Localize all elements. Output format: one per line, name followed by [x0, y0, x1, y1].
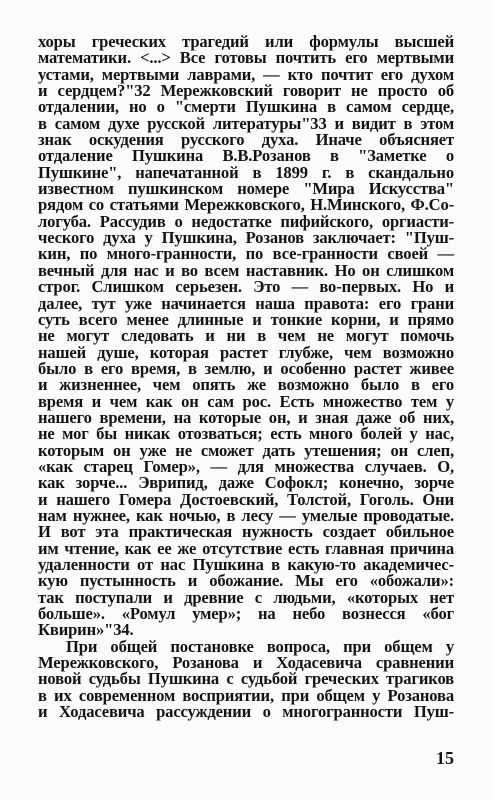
- page-text: [38, 34, 454, 720]
- text-line: не мог бы никак отозваться; есть много болей у нас,: [38, 424, 454, 444]
- text-line: больше». «Ромул умер»; на небо вознесся «бог: [38, 604, 454, 624]
- text-line: отдаление Пушкина В.В.Розанов в "Заметке о: [38, 146, 454, 166]
- text-line: Мережковского, Розанова и Ходасевича сравнении: [38, 653, 454, 673]
- text-line: новой судьбы Пушкина с судьбой греческих трагиков: [38, 669, 454, 689]
- text-line: не могут следовать и ни в чем не могут помочь: [38, 326, 454, 346]
- text-line: рядом со статьями Мережковского, Н.Минского, Ф.Со-: [38, 195, 454, 215]
- text-line: кин, по много-гранности, по все-гранности своей —: [38, 244, 454, 264]
- text-line: и жизненнее, чем опять же возможно было в его: [38, 375, 454, 395]
- text-line: далее, тут уже начинается наша правота: его грани: [38, 293, 454, 313]
- text-line: кую пустынность и обожание. Мы его «обожали»:: [38, 571, 454, 591]
- text-line: знак оскудения русского духа. Иначе объясняет: [38, 130, 454, 150]
- text-line: в их современном восприятии, при общем у Розанова: [38, 685, 454, 705]
- text-line: логуба. Рассудив о недостатке пифийского, оргиасти-: [38, 211, 454, 231]
- text-line: как зорче... Эврипид, даже Софокл; конечно, зорче: [38, 473, 454, 493]
- text-line: нашего времени, на которые он, и зная даже об них,: [38, 407, 454, 427]
- text-line: вечный для нас и во всем наставник. Но он слишком: [38, 260, 454, 280]
- text-line: нам нужнее, как ночью, в лесу — умелые проводатые.: [38, 505, 454, 525]
- text-line: Пушкине", напечатанной в 1899 г. в скандально: [38, 162, 454, 182]
- text-line: было в его время, в землю, и особенно растет живее: [38, 358, 454, 378]
- text-line: время и чем как он сам рос. Есть множество тем у: [38, 391, 454, 411]
- text-line: и Ходасевича рассуждении о многогранности Пуш-: [38, 702, 454, 722]
- text-line: суть всего менее длинные и тонкие корни, и прямо: [38, 309, 454, 329]
- text-line: которым он уже не сможет дать утешения; он слеп,: [38, 440, 454, 460]
- text-line: отдалении, но о "смерти Пушкина в самом сердце,: [38, 97, 454, 117]
- text-line: и сердцем?"32 Мережковский говорит не просто об: [38, 81, 454, 101]
- text-line: ческого духа у Пушкина, Розанов заключает: "Пуш-: [38, 228, 454, 248]
- text-line: так поступали и древние с людьми, «которых нет: [38, 587, 454, 607]
- text-line: нашей душе, которая растет глубже, чем возможно: [38, 342, 454, 362]
- text-line: в самом духе русской литературы"33 и видит в этом: [38, 113, 454, 133]
- text-line: математики. <...> Все готовы почтить его мертвыми: [38, 48, 454, 68]
- page-number: 15: [436, 748, 454, 768]
- text-line: И вот эта практическая нужность создает обильное: [38, 522, 454, 542]
- text-line: хоры греческих трагедий или формулы высшей: [38, 32, 454, 51]
- paragraph-end-line: Квирин»"34.: [38, 620, 134, 640]
- text-line: устами, мертвыми лаврами, — кто почтит его духом: [38, 64, 454, 84]
- text-line: им чтение, как ее же отсутствие есть главная причина: [38, 538, 454, 558]
- text-line: строг. Слишком серьезен. Это — во-первых. Но и: [38, 277, 454, 297]
- paragraph-first-line: При общей постановке вопроса, при общем у: [66, 636, 454, 656]
- text-line: «как старец Гомер», — для множества случаев. О,: [38, 456, 454, 476]
- text-line: известном пушкинском номере "Мира Искусства": [38, 179, 454, 199]
- text-line: и нашего Гомера Достоевский, Толстой, Гоголь. Они: [38, 489, 454, 509]
- text-line: удаленности от нас Пушкина в какую-то академичес-: [38, 555, 454, 574]
